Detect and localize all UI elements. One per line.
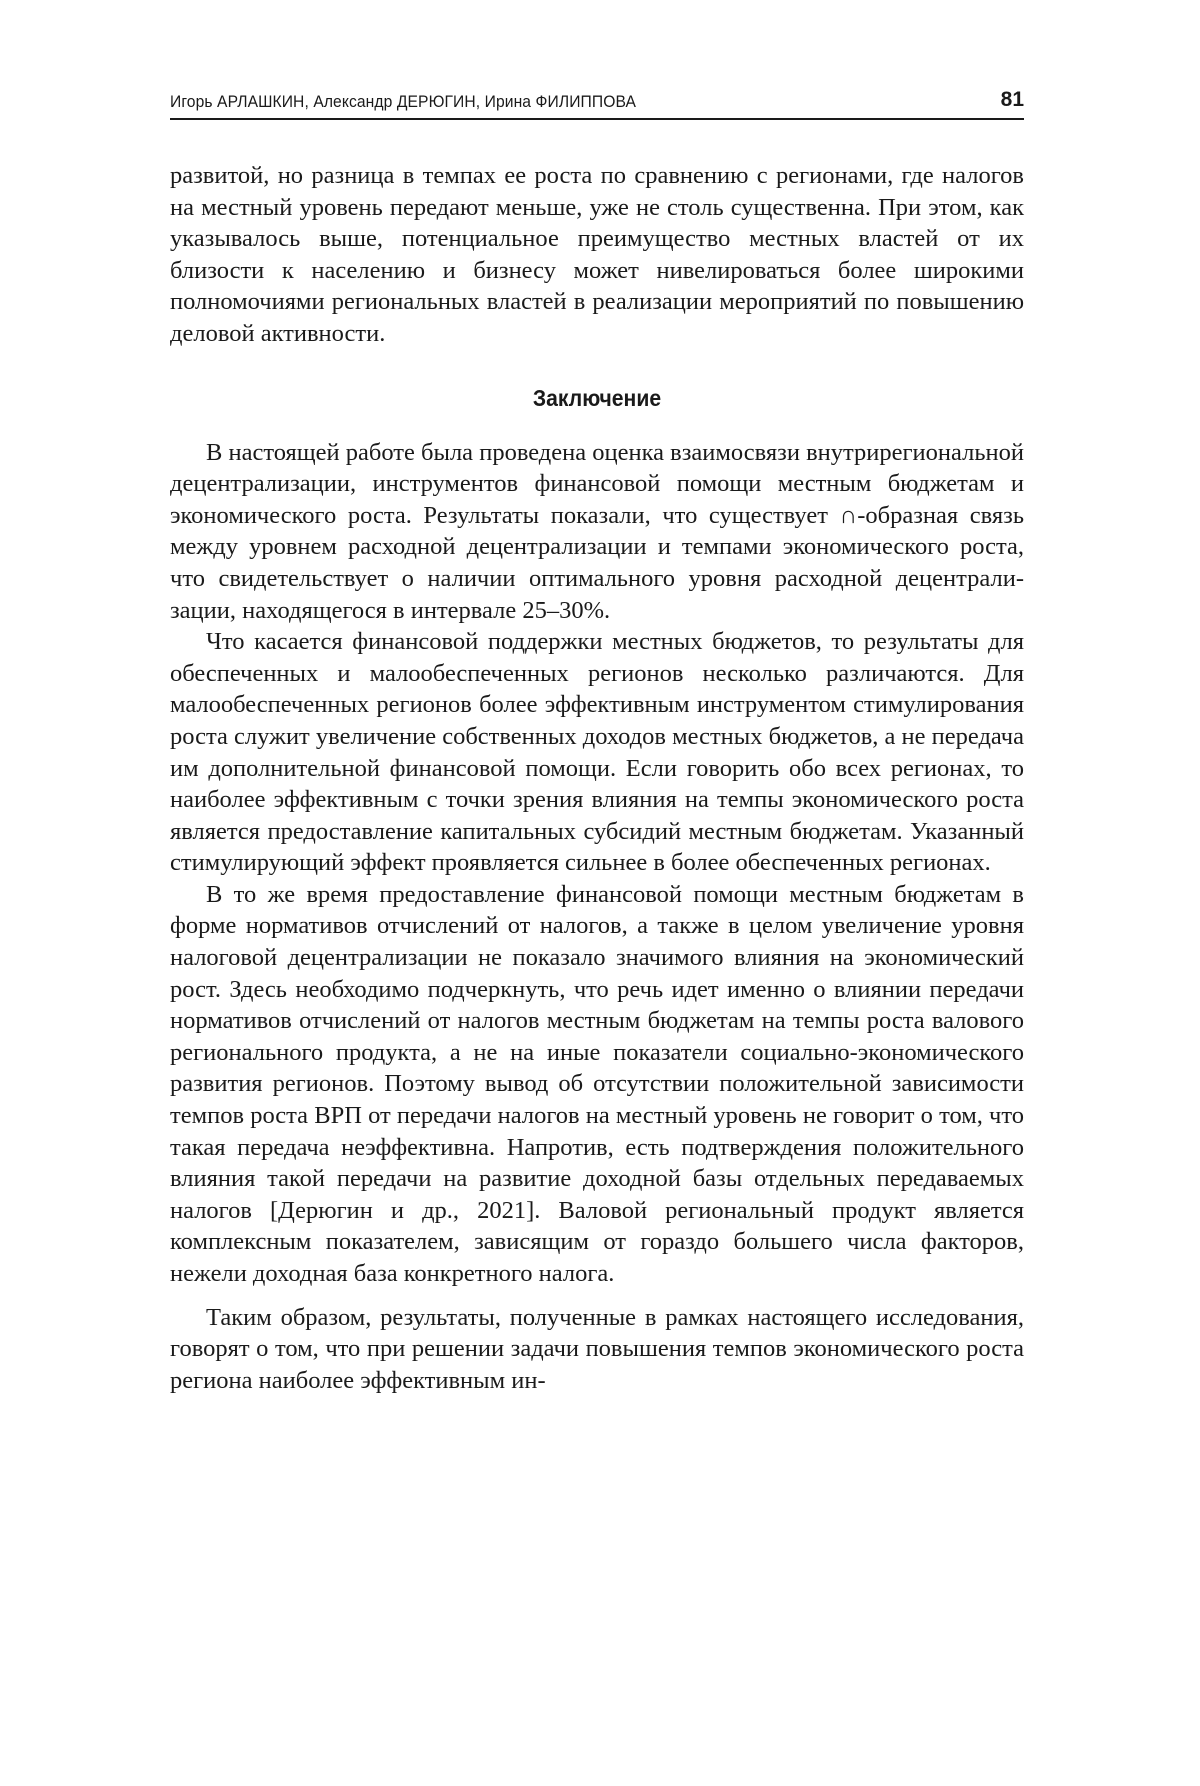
conclusion-paragraph-3: В то же время предоставление финансовой помощи местным бюджетам в форме нормативов отчислений от налогов, а также в целом увеличение уровня налоговой децентрализации не показало значимого влияния на экономический рост. Здесь необходимо подчеркнуть, что речь идет именно о влиянии передачи нормативов отчислений от налогов местным бюджетам на темпы роста валового регионального продукта, а не на иные показатели социально-экономического развития регионов. Поэтому вывод об отсутствии положительной зависимости темпов роста ВРП от передачи налогов на местный уровень не говорит о том, что такая передача неэффективна. Напротив, есть подтверждения положительного влияния такой передачи на развитие доходной базы отдельных передаваемых налогов [Дерюгин и др., 2021]. Валовой региональный продукт является комплексным показателем, зависящим от гораздо большего числа факторов, нежели доходная база конкретного налога. bbox=[170, 880, 1024, 1287]
conclusion-paragraph-4: Таким образом, результаты, полученные в рамках настоящего исследования, говорят о том, что при решении задачи повышения темпов экономического роста региона наиболее эффективным ин- bbox=[170, 1303, 1024, 1394]
body-text bbox=[170, 160, 1024, 1396]
paragraph-continued: развитой, но разница в темпах ее роста по сравнению с регионами, где налогов на местный уровень передают меньше, уже не столь существенна. При этом, как указывалось выше, потенциальное преимущество местных властей от их близости к населению и бизнесу может нивелироваться более широкими полномочиями региональных властей в реализации мероприятий по повышению деловой активности. bbox=[170, 162, 1024, 347]
running-header bbox=[170, 88, 1024, 120]
header-authors: Игорь АРЛАШКИН, Александр ДЕРЮГИН, Ирина ФИЛИППОВА bbox=[170, 92, 636, 111]
section-heading: Заключение bbox=[532, 384, 662, 411]
conclusion-paragraph-1: В настоящей работе была проведена оценка взаимосвязи внутрирегиональной децентрализации, инструментов финансовой помощи местным бюджетам и экономического роста. Результаты показали, что существует ∩-образная связь между уровнем расходной децентрализации и темпами экономического роста, что свидетельствует о наличии оптимального уровня расходной децентрализации, находящегося в интервале 25–30%. bbox=[170, 438, 1024, 624]
conclusion-paragraph-2: Что касается финансовой поддержки местных бюджетов, то результаты для обеспеченных и малообеспеченных регионов несколько различаются. Для малообеспеченных регионов более эффективным инструментом стимулирования роста служит увеличение собственных доходов местных бюджетов, а не передача им дополнительной финансовой помощи. Если говорить обо всех регионах, то наиболее эффективным с точки зрения влияния на темпы экономического роста является предоставление капитальных субсидий местным бюджетам. Указанный стимулирующий эффект проявляется сильнее в более обеспеченных регионах. bbox=[170, 628, 1024, 877]
page-number: 81 bbox=[1000, 88, 1024, 111]
